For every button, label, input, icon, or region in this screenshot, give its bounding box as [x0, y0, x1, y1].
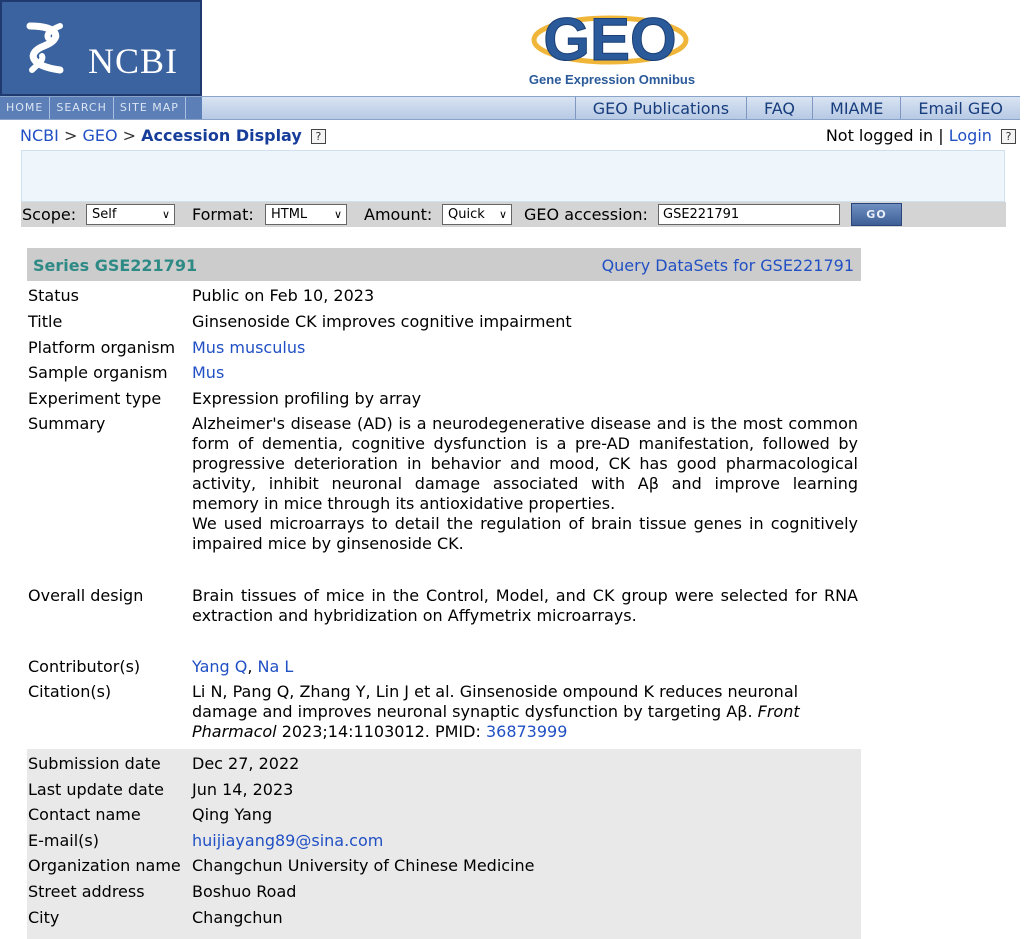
accession-input[interactable]: GSE221791 [658, 204, 840, 225]
field-label: Submission date [28, 754, 161, 773]
nav-faq[interactable]: FAQ [746, 97, 812, 119]
field-label: Experiment type [28, 389, 162, 408]
login-status-text: Not logged in [825, 126, 934, 145]
ncbi-logo-text: NCBI [88, 41, 179, 81]
field-label: Platform organism [28, 338, 176, 357]
breadcrumb-separator: > [122, 126, 137, 145]
scope-label: Scope: [22, 205, 77, 224]
nav-home[interactable]: HOME [0, 97, 50, 119]
title-value: Ginsenoside CK improves cognitive impairment [192, 312, 572, 331]
nav-geo-publications[interactable]: GEO Publications [575, 97, 746, 119]
header [0, 0, 1024, 96]
nav-email-geo[interactable]: Email GEO [900, 97, 1020, 119]
contact-name-value: Qing Yang [192, 805, 273, 824]
contributor-link[interactable]: Na L [257, 657, 294, 676]
series-title: Series GSE221791 [33, 256, 198, 275]
breadcrumb-geo[interactable]: GEO [82, 126, 118, 145]
amount-value: Quick [448, 207, 485, 222]
geo-nav [575, 97, 1020, 119]
citation-text: Li N, Pang Q, Zhang Y, Lin J et al. Ginsenoside ompound K reduces neuronal damage and improves neuronal synaptic dysfunction by targeting Aβ. [192, 682, 799, 721]
contributor-separator: , [247, 657, 253, 676]
geo-logo[interactable] [525, 6, 695, 90]
field-label: Sample organism [28, 363, 168, 382]
field-label: Contact name [28, 805, 141, 824]
banner-area [21, 150, 1005, 202]
scope-value: Self [92, 207, 117, 222]
field-label: Title [28, 312, 63, 331]
format-value: HTML [271, 207, 308, 222]
nav-search[interactable]: SEARCH [50, 97, 114, 119]
accession-label: GEO accession: [524, 205, 648, 224]
summary-paragraph: We used microarrays to detail the regulation of brain tissue genes in cognitively impaired mice by ginsenoside CK. [192, 514, 858, 553]
help-icon[interactable]: ? [311, 129, 326, 144]
email-link[interactable]: huijiayang89@sina.com [192, 831, 384, 850]
dna-helix-icon [20, 20, 72, 78]
chevron-down-icon: ∨ [498, 208, 507, 221]
overall-design-value: Brain tissues of mice in the Control, Model, and CK group were selected for RNA extraction and hybridization on Affymetrix microarrays. [192, 586, 858, 625]
sample-organism-link[interactable]: Mus [192, 363, 225, 382]
amount-select[interactable] [442, 204, 512, 225]
breadcrumb-separator: > [63, 126, 78, 145]
field-label: E-mail(s) [28, 831, 99, 850]
field-label: Last update date [28, 780, 164, 799]
scope-select[interactable] [86, 204, 175, 225]
field-label: Status [28, 286, 79, 305]
help-icon[interactable]: ? [1001, 129, 1016, 144]
login-separator: | [938, 126, 944, 145]
street-value: Boshuo Road [192, 882, 297, 901]
nav-site-map[interactable]: SITE MAP [114, 97, 186, 119]
citation-value [192, 682, 858, 742]
pmid-link[interactable]: 36873999 [485, 722, 568, 741]
city-value: Changchun [192, 908, 283, 927]
login-status [826, 126, 1016, 145]
breadcrumb-ncbi[interactable]: NCBI [20, 126, 59, 145]
submission-date-value: Dec 27, 2022 [192, 754, 300, 773]
login-link[interactable]: Login [948, 126, 992, 145]
field-label: Organization name [28, 856, 181, 875]
breadcrumb [20, 126, 326, 145]
geo-logo-letters: GEO [543, 6, 677, 72]
field-label: Citation(s) [28, 682, 112, 701]
field-label: Summary [28, 414, 106, 433]
citation-ref: 2023;14:1103012. PMID: [281, 722, 481, 741]
field-label: City [28, 908, 60, 927]
contributors-value [192, 657, 858, 677]
organization-value: Changchun University of Chinese Medicine [192, 856, 535, 875]
geo-tagline: Gene Expression Omnibus [528, 72, 696, 87]
chevron-down-icon: ∨ [333, 208, 342, 221]
citation-journal: Front Pharmacol [192, 702, 800, 741]
status-value: Public on Feb 10, 2023 [192, 286, 375, 305]
summary-paragraph: Alzheimer's disease (AD) is a neurodegenerative disease and is the most common form of dementia, cognitive dysfunction is a pre-AD manifestation, followed by progressive deterioration in behavior and mood, CK has good pharmacological activity, inhibit neuronal damage associated with Aβ and improve learning memory in mice through its antioxidative properties. [192, 414, 858, 513]
nav-miame[interactable]: MIAME [812, 97, 900, 119]
last-update-date-value: Jun 14, 2023 [192, 780, 294, 799]
format-select[interactable] [265, 204, 347, 225]
chevron-down-icon: ∨ [161, 208, 170, 221]
breadcrumb-current: Accession Display [141, 126, 302, 145]
series-header [27, 248, 861, 281]
experiment-type-value: Expression profiling by array [192, 389, 422, 408]
field-label: Overall design [28, 586, 144, 605]
contributor-link[interactable]: Yang Q [192, 657, 248, 676]
field-label: Contributor(s) [28, 657, 141, 676]
geo-logo-icon [525, 6, 695, 72]
ncbi-nav [0, 97, 202, 119]
accession-form [21, 202, 1006, 227]
platform-organism-link[interactable]: Mus musculus [192, 338, 306, 357]
summary-value [192, 414, 858, 554]
amount-label: Amount: [364, 205, 433, 224]
ncbi-logo[interactable] [0, 0, 202, 96]
nav-bar [0, 96, 1020, 120]
query-datasets-link[interactable]: Query DataSets for GSE221791 [601, 256, 854, 275]
field-label: Street address [28, 882, 145, 901]
go-button[interactable]: GO [851, 203, 902, 226]
format-label: Format: [192, 205, 254, 224]
